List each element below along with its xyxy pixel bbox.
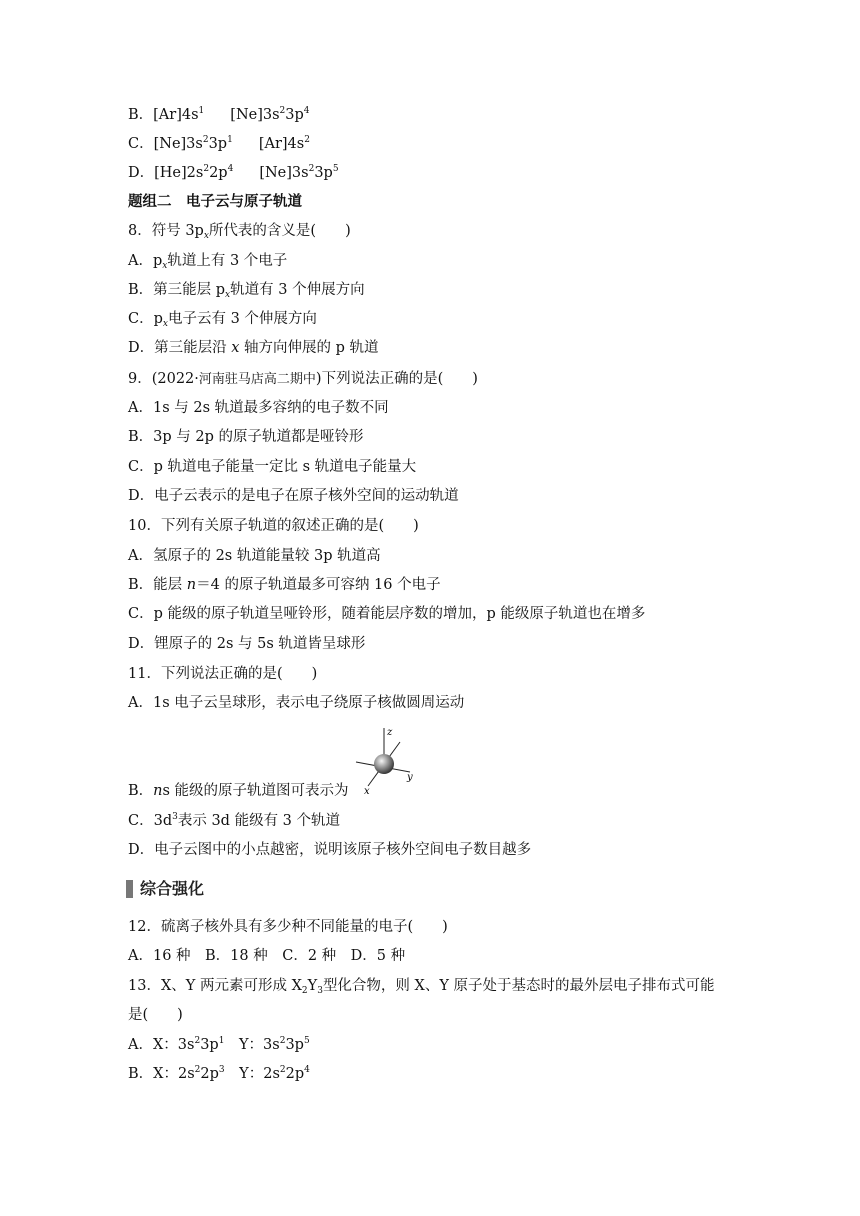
q13-stem-continued: 是( ) bbox=[128, 1007, 183, 1023]
q10-option-c: C．p 能级的原子轨道呈哑铃形，随着能层序数的增加，p 能级原子轨道也在增多 bbox=[128, 606, 646, 622]
section-marker bbox=[126, 880, 133, 898]
q13-stem: 13．X、Y 两元素可形成 $X_2Y_3$型化合物，则 X、Y 原子处于基态时的最外层电子排布式可能 bbox=[128, 978, 715, 996]
q8-option-d: D．第三能层沿 x 轴方向伸展的 p 轨道 bbox=[128, 340, 379, 356]
q8-option-c: C．$p_x$电子云有 3 个伸展方向 bbox=[128, 311, 317, 329]
q11-option-b: B．ns 能级的原子轨道图可表示为 bbox=[128, 783, 349, 799]
q11-option-d: D．电子云图中的小点越密，说明该原子核外空间电子数目越多 bbox=[128, 842, 532, 858]
q7-option-b: B．$[Ar]4s^1$ $[Ne]3s^23p^4$ bbox=[128, 106, 310, 123]
q8-option-b: B．第三能层 $p_x$轨道有 3 个伸展方向 bbox=[128, 282, 365, 300]
q11-option-a: A．1s 电子云呈球形，表示电子绕原子核做圆周运动 bbox=[128, 695, 465, 711]
q10-option-a: A．氢原子的 2s 轨道能量较 3p 轨道高 bbox=[128, 548, 381, 564]
q11-stem: 11．下列说法正确的是( ) bbox=[128, 666, 318, 682]
x-axis-label: x bbox=[364, 786, 370, 796]
q9-option-a: A．1s 与 2s 轨道最多容纳的电子数不同 bbox=[128, 400, 389, 416]
q9-stem: 9．(2022·河南驻马店高二期中)下列说法正确的是( ) bbox=[128, 371, 478, 387]
q9-option-b: B．3p 与 2p 的原子轨道都是哑铃形 bbox=[128, 429, 364, 445]
q12-options: A．16 种 B．18 种 C．2 种 D．5 种 bbox=[128, 948, 406, 964]
q13-option-a: A．X：$3s^23p^1$ Y：$3s^23p^5$ bbox=[128, 1036, 310, 1053]
s-orbital-sphere bbox=[374, 754, 394, 774]
s-orbital-figure bbox=[354, 724, 418, 796]
group-2-heading: 题组二 电子云与原子轨道 bbox=[128, 194, 302, 210]
q7-option-c: C．$[Ne]3s^23p^1$ $[Ar]4s^2$ bbox=[128, 135, 310, 152]
y-axis-label: y bbox=[407, 772, 413, 783]
q8-option-a: A．$p_x$轨道上有 3 个电子 bbox=[128, 253, 288, 271]
section-title: 综合强化 bbox=[140, 879, 205, 898]
q10-stem: 10．下列有关原子轨道的叙述正确的是( ) bbox=[128, 518, 419, 534]
z-axis-label: z bbox=[387, 727, 393, 738]
q10-option-b: B．能层 n＝4 的原子轨道最多可容纳 16 个电子 bbox=[128, 577, 441, 593]
q9-option-d: D．电子云表示的是电子在原子核外空间的运动轨道 bbox=[128, 488, 459, 504]
q7-option-d: D．$[He]2s^22p^4$ $[Ne]3s^23p^5$ bbox=[128, 164, 339, 181]
q10-option-d: D．锂原子的 2s 与 5s 轨道皆呈球形 bbox=[128, 636, 366, 652]
q13-option-b: B．X：$2s^22p^3$ Y：$2s^22p^4$ bbox=[128, 1065, 310, 1082]
q11-option-c: C．$3d^3$表示 3d 能级有 3 个轨道 bbox=[128, 812, 341, 829]
q12-stem: 12．硫离子核外具有多少种不同能量的电子( ) bbox=[128, 919, 448, 935]
q9-option-c: C．p 轨道电子能量一定比 s 轨道电子能量大 bbox=[128, 459, 417, 475]
q8-stem: 8．符号 $3p_x$所代表的含义是( ) bbox=[128, 223, 351, 241]
